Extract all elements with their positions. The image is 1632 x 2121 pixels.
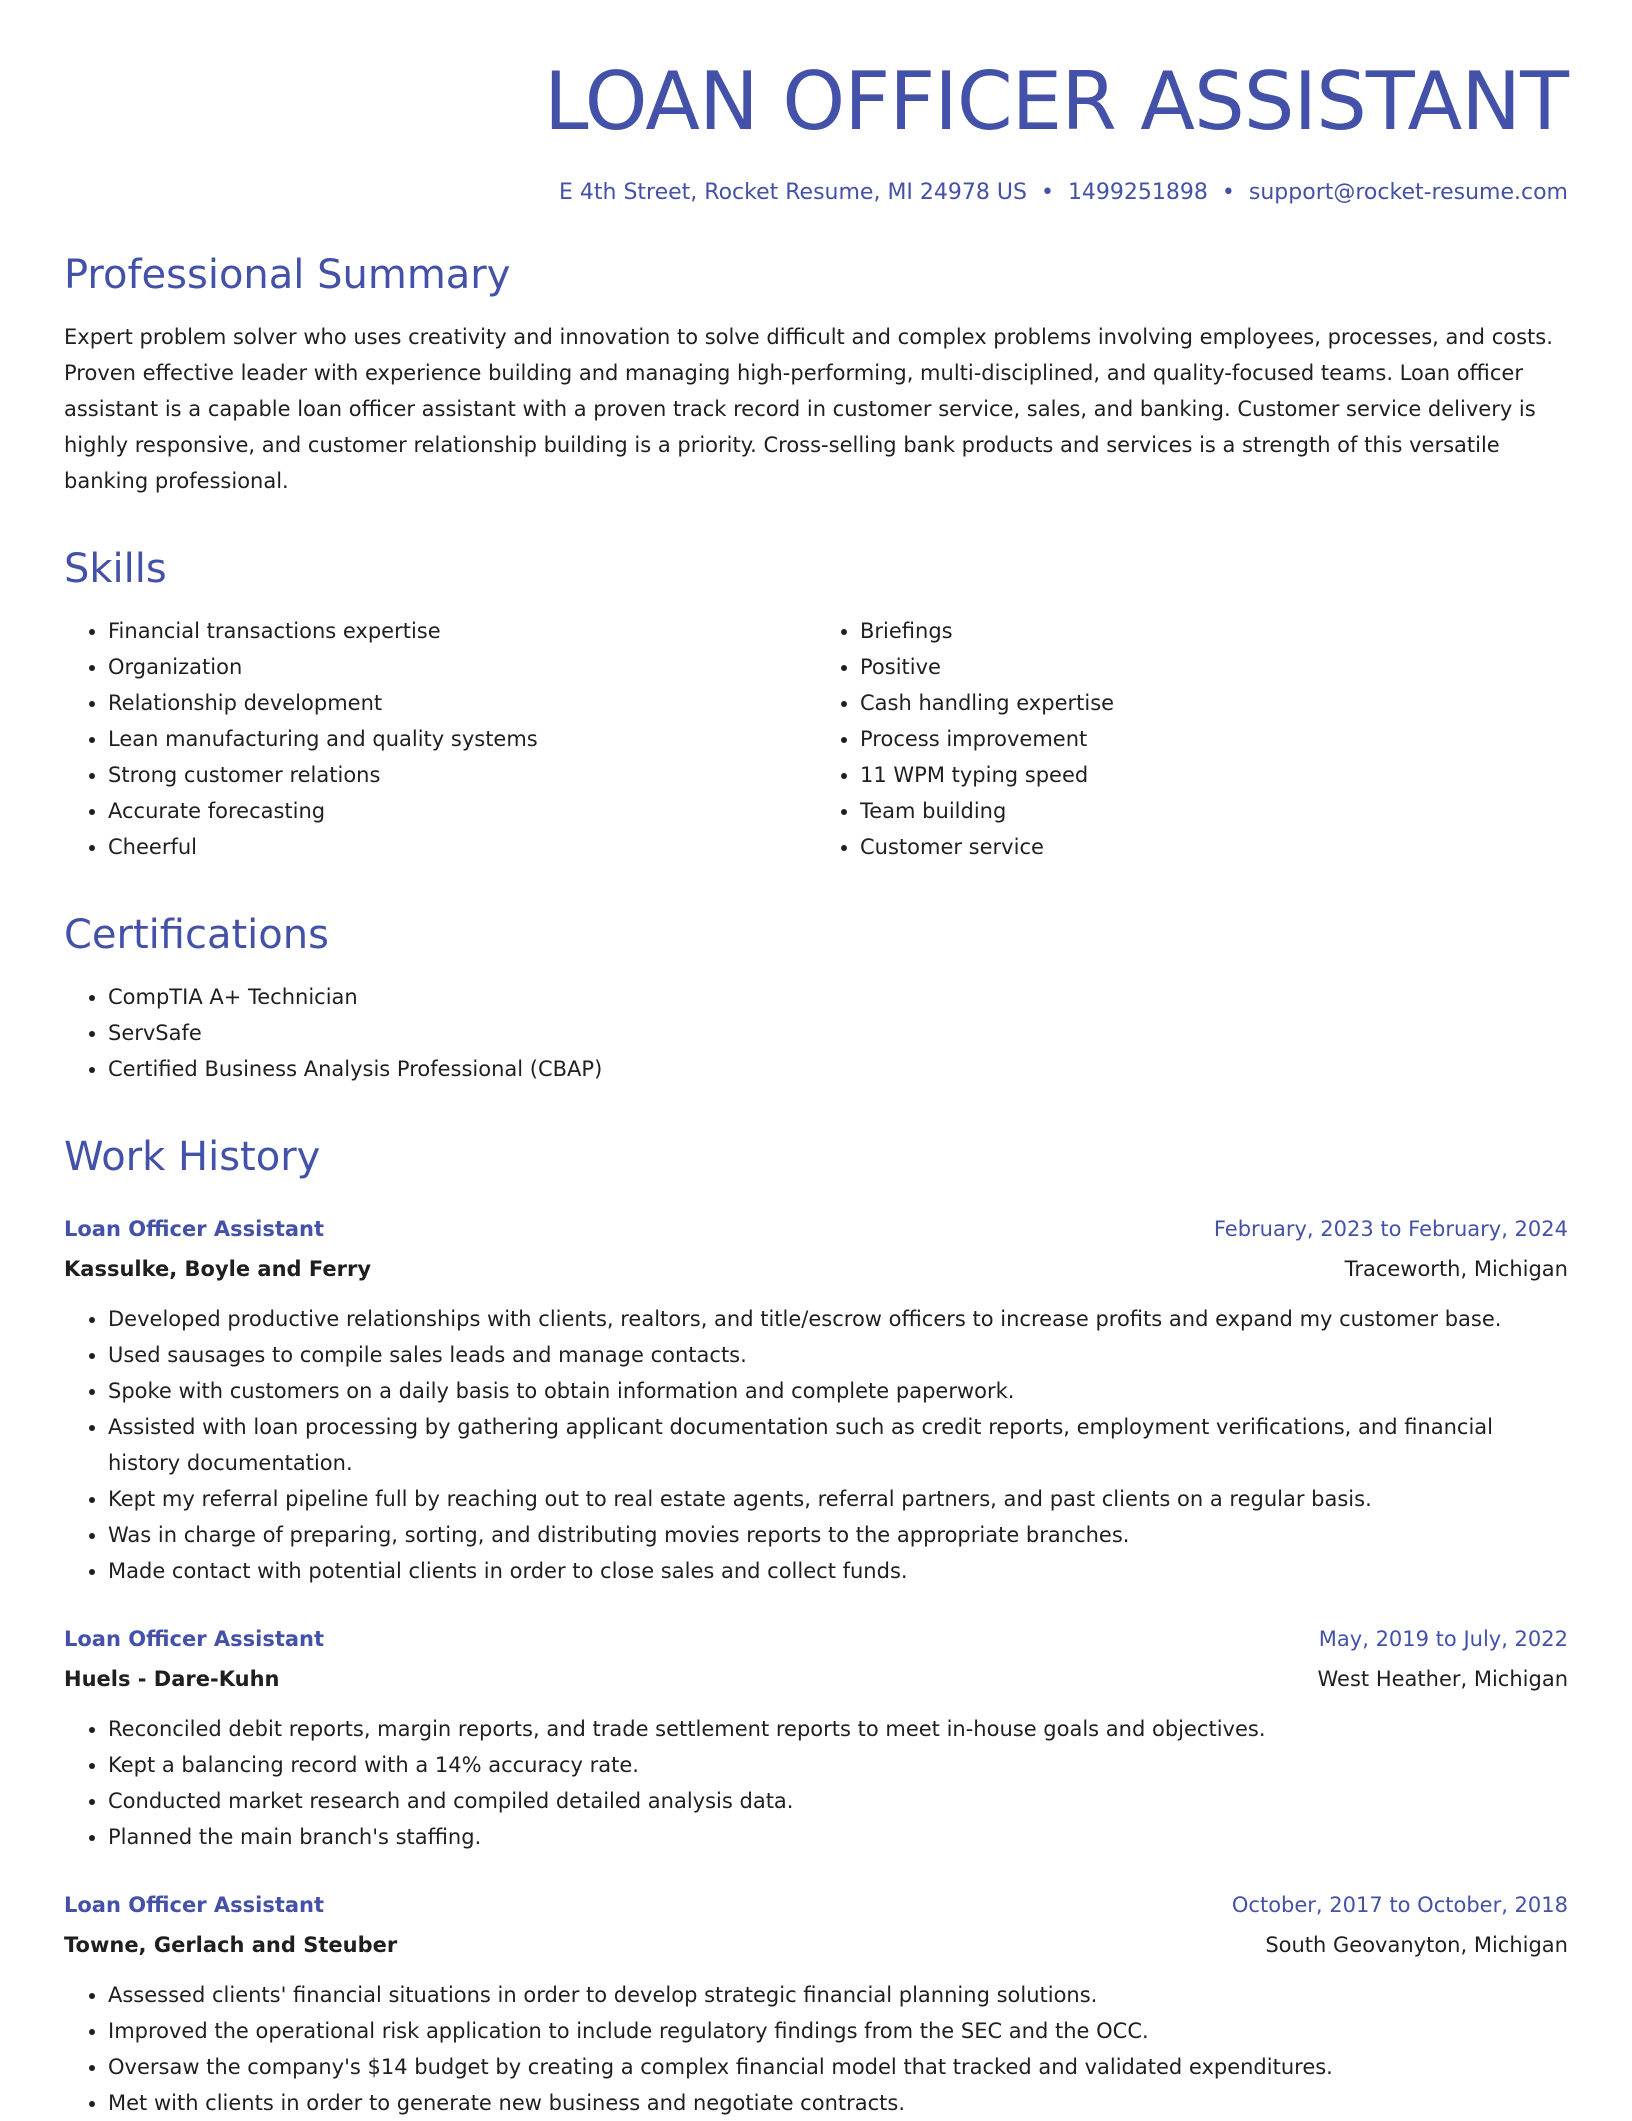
contact-email[interactable]: support@rocket-resume.com: [1248, 180, 1568, 205]
skills-list: [64, 613, 1568, 865]
summary-text: Expert problem solver who uses creativity and innovation to solve difficult and complex problems involving employees, processes, and costs. Proven effective leader with experience building and managing high-performing, multi-disciplined, and quality-focused teams. Loan officer assistant is a capable loan officer assistant with a proven track record in customer service, sales, and banking. Customer service delivery is highly responsive, and customer relationship building is a priority. Cross-selling bank products and services is a strength of this versatile banking professional.: [64, 325, 1553, 493]
job-duty: • Assisted with loan processing by gathering applicant documentation such as credit reports, employment verifications, and financial history documentation.: [108, 1409, 1568, 1481]
skill-item: • Financial transactions expertise: [108, 613, 816, 649]
job-duties-list: [64, 1711, 1568, 1855]
job-duty: • Was in charge of preparing, sorting, and distributing movies reports to the appropriate branches.: [108, 1517, 1568, 1553]
job-company: Towne, Gerlach and Steuber: [64, 1933, 398, 1957]
job-duty: • Kept my referral pipeline full by reaching out to real estate agents, referral partners, and past clients on a regular basis.: [108, 1481, 1568, 1517]
contact-separator: •: [1221, 180, 1235, 205]
job-title: Loan Officer Assistant: [64, 1627, 325, 1651]
job-location: West Heather, Michigan: [1317, 1667, 1568, 1691]
skills-heading: Skills: [64, 546, 167, 592]
job-company-row: [64, 1249, 1568, 1289]
job-entry: [64, 1885, 1568, 2121]
job-location: South Geovanyton, Michigan: [1265, 1933, 1568, 1957]
summary-heading: Professional Summary: [64, 252, 511, 298]
job-dates: February, 2023 to February, 2024: [1213, 1217, 1568, 1241]
skill-item: • Cash handling expertise: [860, 685, 1568, 721]
contact-address: E 4th Street, Rocket Resume, MI 24978 US: [559, 180, 1027, 205]
job-company-row: [64, 1659, 1568, 1699]
contact-line: [64, 180, 1568, 205]
skill-item: • Process improvement: [860, 721, 1568, 757]
skill-item: • Strong customer relations: [108, 757, 816, 793]
skill-item: • Positive: [860, 649, 1568, 685]
job-duty: • Improved the operational risk application to include regulatory findings from the SEC and the OCC.: [108, 2013, 1568, 2049]
skills-column-right: [816, 613, 1568, 865]
certification-item: • Certified Business Analysis Professional (CBAP): [108, 1051, 1568, 1087]
work-history-heading: Work History: [64, 1134, 321, 1180]
job-duty: • Reconciled debit reports, margin reports, and trade settlement reports to meet in-house goals and objectives.: [108, 1711, 1568, 1747]
job-title-row: [64, 1619, 1568, 1659]
job-entry: [64, 1619, 1568, 1855]
job-duty: • Made contact with potential clients in order to close sales and collect funds.: [108, 1553, 1568, 1589]
job-duty: • Developed productive relationships with clients, realtors, and title/escrow officers to increase profits and expand my customer base.: [108, 1301, 1568, 1337]
skill-item: • Lean manufacturing and quality systems: [108, 721, 816, 757]
job-company-row: [64, 1925, 1568, 1965]
job-duty: • Met with clients in order to generate new business and negotiate contracts.: [108, 2085, 1568, 2121]
contact-separator: •: [1040, 180, 1054, 205]
job-duties-list: [64, 1301, 1568, 1589]
skill-item: • Team building: [860, 793, 1568, 829]
job-duty: • Oversaw the company's $14 budget by creating a complex financial model that tracked and validated expenditures.: [108, 2049, 1568, 2085]
job-dates: October, 2017 to October, 2018: [1231, 1893, 1568, 1917]
job-duty: • Spoke with customers on a daily basis to obtain information and complete paperwork.: [108, 1373, 1568, 1409]
skill-item: • Customer service: [860, 829, 1568, 865]
job-location: Traceworth, Michigan: [1344, 1257, 1568, 1281]
certifications-heading: Certifications: [64, 912, 329, 958]
job-title: Loan Officer Assistant: [64, 1217, 325, 1241]
skill-item: • Organization: [108, 649, 816, 685]
skill-item: • Briefings: [860, 613, 1568, 649]
skill-item: • 11 WPM typing speed: [860, 757, 1568, 793]
candidate-name: LOAN OFFICER ASSISTANT: [543, 55, 1568, 148]
job-company: Kassulke, Boyle and Ferry: [64, 1257, 372, 1281]
job-duty: • Conducted market research and compiled detailed analysis data.: [108, 1783, 1568, 1819]
job-company: Huels - Dare-Kuhn: [64, 1667, 280, 1691]
job-dates: May, 2019 to July, 2022: [1318, 1627, 1568, 1651]
certifications-list: [64, 979, 1568, 1087]
job-duty: • Used sausages to compile sales leads and manage contacts.: [108, 1337, 1568, 1373]
job-duty: • Assessed clients' financial situations in order to develop strategic financial planning solutions.: [108, 1977, 1568, 2013]
skill-item: • Relationship development: [108, 685, 816, 721]
certification-item: • CompTIA A+ Technician: [108, 979, 1568, 1015]
job-entry: [64, 1209, 1568, 1589]
job-duty: • Kept a balancing record with a 14% accuracy rate.: [108, 1747, 1568, 1783]
job-title-row: [64, 1209, 1568, 1249]
certification-item: • ServSafe: [108, 1015, 1568, 1051]
skills-column-left: [64, 613, 816, 865]
contact-phone: 1499251898: [1067, 180, 1208, 205]
skill-item: • Cheerful: [108, 829, 816, 865]
job-duties-list: [64, 1977, 1568, 2121]
resume-header: [64, 56, 1568, 205]
job-title: Loan Officer Assistant: [64, 1893, 325, 1917]
job-duty: • Planned the main branch's staffing.: [108, 1819, 1568, 1855]
job-title-row: [64, 1885, 1568, 1925]
skill-item: • Accurate forecasting: [108, 793, 816, 829]
